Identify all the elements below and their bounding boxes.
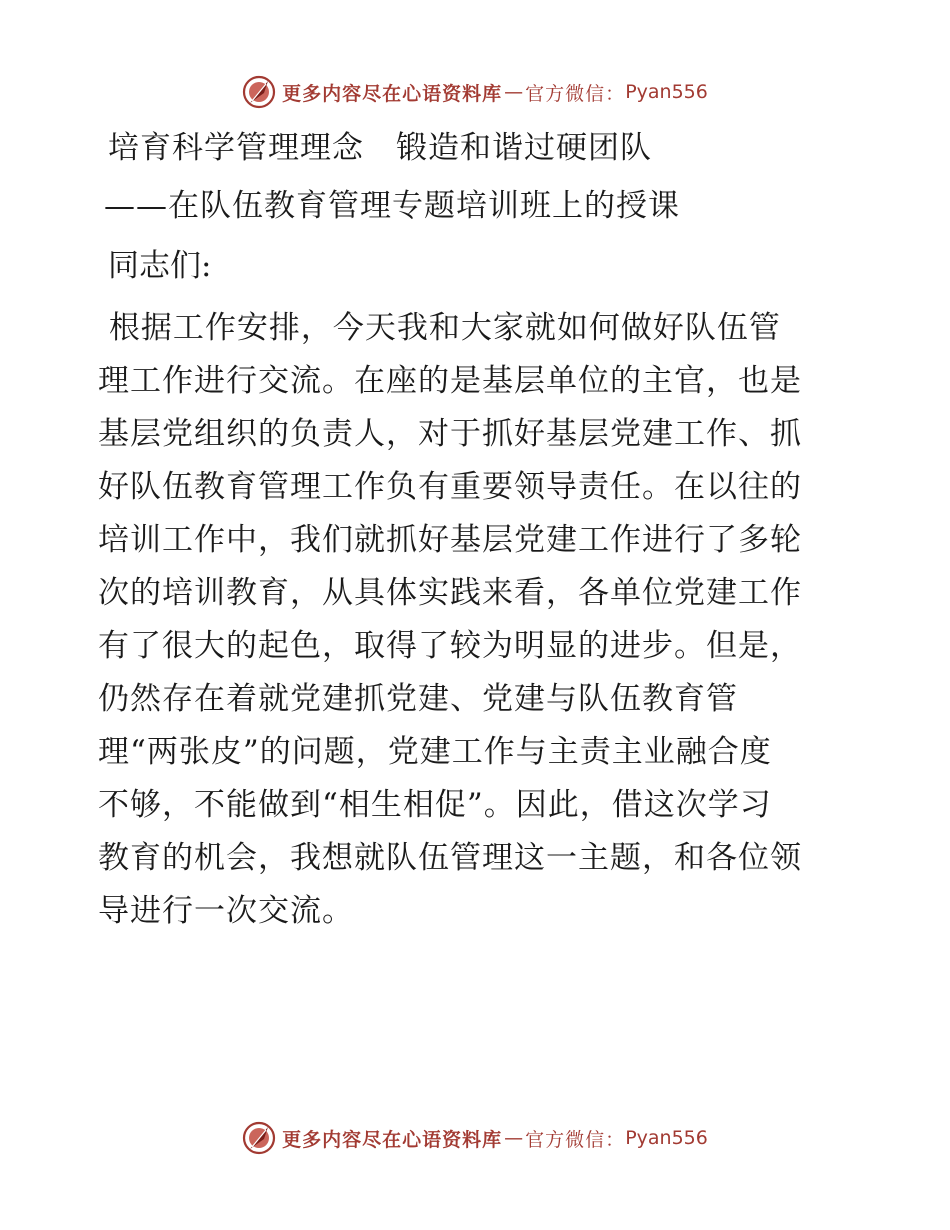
watermark-footer [0,1118,950,1158]
body-line: 有了很大的起色，取得了较为明显的进步。但是， [98,628,802,664]
body-line: 不够，不能做到“相生相促”。因此，借这次学习 [98,787,772,823]
body-line: 仍然存在着就党建抓党建、党建与队伍教育管 [98,681,738,717]
salutation: 同志们: [108,248,212,284]
body-line: 基层党组织的负责人，对于抓好基层党建工作、抓 [98,416,802,452]
body-line: 教育的机会，我想就队伍管理这一主题，和各位领 [98,840,802,876]
document-title: 培育科学管理理念 锻造和谐过硬团队 [108,130,652,166]
body-line: 理工作进行交流。在座的是基层单位的主官，也是 [98,363,802,399]
watermark-dash: — [504,81,524,103]
body-line: 培训工作中，我们就抓好基层党建工作进行了多轮 [98,522,802,558]
watermark-wechat-label: 官方微信： [525,1128,626,1151]
watermark-main-text: 更多内容尽在心语资料库 [282,82,503,105]
document-subtitle: ——在队伍教育管理专题培训班上的授课 [104,188,680,224]
quill-logo-icon [242,75,276,109]
body-line: 好队伍教育管理工作负有重要领导责任。在以往的 [98,469,802,505]
document-content [98,122,848,938]
quill-logo-icon [242,1121,276,1155]
body-line: 次的培训教育，从具体实践来看，各单位党建工作 [98,575,802,611]
watermark-header [0,72,950,112]
body-line: 根据工作安排，今天我和大家就如何做好队伍管 [98,310,781,346]
watermark-main-text: 更多内容尽在心语资料库 [282,1128,503,1151]
watermark-wechat-id: Pyan556 [625,1127,708,1149]
body-line: 导进行一次交流。 [98,893,354,929]
watermark-dash: — [504,1127,524,1149]
watermark-wechat-id: Pyan556 [625,81,708,103]
watermark-wechat-label: 官方微信： [525,82,626,105]
body-paragraph [98,302,848,938]
body-line: 理“两张皮”的问题，党建工作与主责主业融合度 [98,734,772,770]
